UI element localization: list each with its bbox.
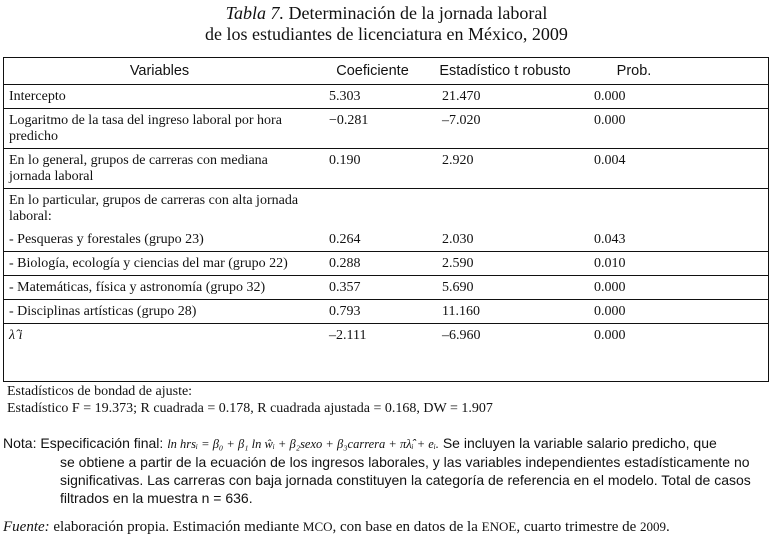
- cell-variable: En lo general, grupos de carreras con mediana jornada laboral: [3, 149, 316, 189]
- source-text-b: , con base en datos de la: [332, 519, 478, 535]
- cell-variable: - Matemáticas, física y astronomía (grupo 32): [3, 276, 316, 300]
- cell-variable: En lo particular, grupos de carreras con alta jornada laboral:: [9, 193, 299, 224]
- table-header-row: [3, 57, 769, 85]
- cell-coef: −0.281: [316, 109, 429, 149]
- goodness-of-fit: [7, 383, 493, 417]
- cell-variable: - Disciplinas artísticas (grupo 28): [3, 300, 316, 324]
- note-formula: ln hrsᵢ = β₀ + β₁ ln ŵᵢ + β₂sexo + β₃carrera + πλ̂ᵢ + eᵢ.: [167, 437, 439, 451]
- gof-stats: Estadístico F = 19.373; R cuadrada = 0.178, R cuadrada ajustada = 0.168, DW = 1.907: [7, 401, 493, 416]
- table-row: [3, 149, 769, 189]
- source-year: 2009: [640, 519, 667, 534]
- regression-table: [3, 57, 769, 347]
- cell-t: 5.690: [429, 276, 581, 300]
- caption-label: Tabla 7.: [225, 3, 284, 23]
- header-coeficiente: Coeficiente: [316, 57, 429, 85]
- cell-t: 11.160: [429, 300, 581, 324]
- cell-coef: 0.793: [316, 300, 429, 324]
- note-lead: Especificación final:: [40, 435, 164, 451]
- source-line: [3, 518, 670, 536]
- header-variables: Variables: [3, 57, 316, 85]
- cell-spacer: [687, 252, 769, 276]
- cell-prob: [581, 189, 687, 229]
- cell-variable: - Biología, ecología y ciencias del mar (grupo 22): [3, 252, 316, 276]
- cell-t: 2.030: [429, 228, 581, 252]
- table-row: [3, 300, 769, 324]
- header-estadistico-t: Estadístico t robusto: [429, 57, 581, 85]
- note-text-3: significativas. Las carreras con baja jornada constituyen la categoría de referencia en el modelo. Total de casos: [60, 472, 751, 488]
- note-label: Nota:: [3, 435, 37, 451]
- caption-title-line1: Determinación de la jornada laboral: [288, 3, 548, 23]
- cell-spacer: [687, 276, 769, 300]
- cell-spacer: [687, 300, 769, 324]
- cell-t: 2.920: [429, 149, 581, 189]
- cell-coef: 5.303: [316, 85, 429, 109]
- table-row: [3, 109, 769, 149]
- table-caption: [0, 3, 773, 45]
- cell-t: [429, 189, 581, 229]
- cell-prob: 0.000: [581, 300, 687, 324]
- cell-spacer: [687, 109, 769, 149]
- cell-coef: 0.264: [316, 228, 429, 252]
- cell-prob: 0.000: [581, 85, 687, 109]
- cell-t: –6.960: [442, 328, 481, 343]
- table-row: [3, 276, 769, 300]
- cell-prob: 0.010: [581, 252, 687, 276]
- cell-variable: Logaritmo de la tasa del ingreso laboral por hora predicho: [3, 109, 316, 149]
- header-spacer: [687, 57, 769, 85]
- source-end: .: [666, 519, 670, 535]
- gof-heading: Estadísticos de bondad de ajuste:: [7, 384, 193, 399]
- cell-spacer: [687, 85, 769, 109]
- table-row: [3, 324, 769, 348]
- caption-title-line2: de los estudiantes de licenciatura en México, 2009: [205, 24, 568, 44]
- table-row: [3, 85, 769, 109]
- source-text-c: , cuarto trimestre de: [516, 519, 637, 535]
- cell-variable: Intercepto: [3, 85, 316, 109]
- cell-prob: 0.000: [581, 109, 687, 149]
- source-enoe: ENOE: [481, 519, 517, 534]
- table-note: [3, 434, 769, 507]
- header-prob: Prob.: [581, 57, 687, 85]
- note-text-2: se obtiene a partir de la ecuación de los ingresos laborales, y las variables independientes estadísticamente no: [60, 454, 750, 470]
- note-text-1: Se incluyen la variable salario predicho, que: [442, 435, 717, 451]
- cell-variable-lambda: λ̂ i: [9, 328, 23, 343]
- cell-spacer: [687, 149, 769, 189]
- cell-coef: 0.190: [316, 149, 429, 189]
- cell-coef: 0.357: [316, 276, 429, 300]
- cell-prob: 0.004: [581, 149, 687, 189]
- table-row: [3, 189, 769, 229]
- cell-prob: 0.000: [594, 328, 626, 343]
- cell-spacer: [687, 189, 769, 229]
- cell-variable: - Pesqueras y forestales (grupo 23): [3, 228, 316, 252]
- cell-prob: 0.043: [581, 228, 687, 252]
- source-text-a: elaboración propia. Estimación mediante: [53, 519, 300, 535]
- cell-t: –7.020: [429, 109, 581, 149]
- cell-t: 2.590: [429, 252, 581, 276]
- cell-coef: [316, 189, 429, 229]
- cell-t: 21.470: [429, 85, 581, 109]
- cell-spacer: [687, 228, 769, 252]
- source-mco: MCO: [302, 519, 333, 534]
- table-row: [3, 228, 769, 252]
- note-text-4: filtrados en la muestra n = 636.: [60, 490, 253, 506]
- table-row: [3, 252, 769, 276]
- cell-prob: 0.000: [581, 276, 687, 300]
- cell-coef: –2.111: [329, 328, 367, 343]
- source-label: Fuente:: [3, 519, 50, 535]
- cell-coef: 0.288: [316, 252, 429, 276]
- cell-spacer: [687, 324, 769, 348]
